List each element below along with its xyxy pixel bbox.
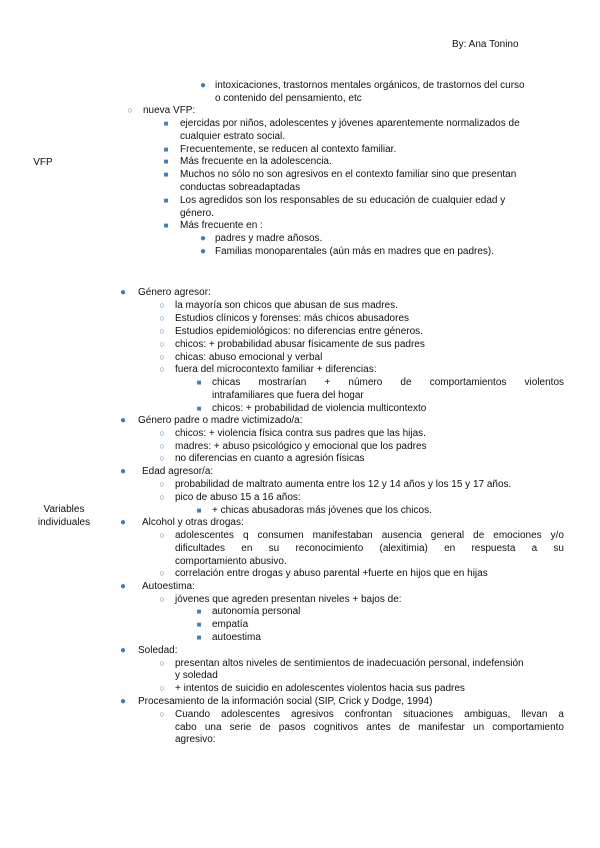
bullet-ring-icon: ○ [159,658,165,668]
genero-agresor-item-2: Estudios clínicos y forenses: más chicos abusadores [175,313,409,324]
bullet-dot-icon: ● [119,517,127,528]
bullet-dot-icon: ● [199,80,207,91]
genero-victima-item-3: no diferencias en cuanto a agresión físicas [175,453,365,464]
soledad-heading: Soledad: [138,645,178,656]
vfp-item-4-line-1: Muchos no sólo no son agresivos en el contexto familiar sino que presentan [180,169,517,180]
autoestima-item: jóvenes que agreden presentan niveles + bajos de: [175,594,402,605]
section-label-variables [18,503,110,529]
vfp-item-4-line-2: conductas sobreadaptadas [180,182,301,193]
section-label-line-1: Variables [43,504,85,515]
bullet-square-icon: ■ [196,506,202,515]
procesamiento-item-line-2: cabo una serie de pasos cognitivos antes de manifestar un comportamiento [175,722,564,733]
bullet-square-icon: ■ [163,145,169,154]
bullet-square-icon: ■ [163,221,169,230]
bullet-dot-icon: ● [199,233,207,244]
bullet-square-icon: ■ [196,620,202,629]
edad-item-1: probabilidad de maltrato aumenta entre los 12 y 14 años y los 15 y 17 años. [175,479,512,490]
genero-victima-item-2: madres: + abuso psicológico y emocional que los padres [175,441,427,452]
alcohol-item-2: correlación entre drogas y abuso parental +fuerte en hijos que en hijas [175,568,488,579]
genero-agresor-item-4: chicos: + probabilidad abusar físicamente de sus padres [175,339,425,350]
autoestima-heading: Autoestima: [142,581,195,592]
bullet-ring-icon: ○ [159,326,165,336]
bullet-square-icon: ■ [163,119,169,128]
bullet-ring-icon: ○ [159,453,165,463]
section-label-line-2: individuales [37,517,91,528]
vfp-item-1-line-1: ejercidas por niños, adolescentes y jóvenes aparentemente normalizados de [180,118,520,129]
bullet-ring-icon: ○ [159,352,165,362]
genero-agresor-item-6: fuera del microcontexto familiar + diferencias: [175,364,377,375]
bullet-ring-icon: ○ [159,709,165,719]
nueva-vfp-heading: nueva VFP: [143,105,196,116]
vfp-continuation-line-1: intoxicaciones, trastornos mentales orgánicos, de trastornos del curso [215,80,525,91]
bullet-ring-icon: ○ [159,594,165,604]
bullet-ring-icon: ○ [159,428,165,438]
bullet-dot-icon: ● [119,645,127,656]
edad-heading: Edad agresor/a: [142,466,214,477]
vfp-item-6: Más frecuente en : [180,220,263,231]
vfp-continuation-line-2: o contenido del pensamiento, etc [215,93,362,104]
bullet-ring-icon: ○ [159,441,165,451]
bullet-ring-icon: ○ [159,492,165,502]
procesamiento-item-line-3: agresivo: [175,734,216,745]
genero-victima-heading: Género padre o madre victimizado/a: [138,415,303,426]
vfp-item-3: Más frecuente en la adolescencia. [180,156,332,167]
bullet-dot-icon: ● [119,466,127,477]
bullet-square-icon: ■ [163,170,169,179]
bullet-ring-icon: ○ [159,479,165,489]
bullet-square-icon: ■ [163,157,169,166]
autoestima-sub-3: autoestima [212,632,261,643]
section-label-vfp: VFP [33,157,53,168]
genero-agresor-sub-a-line-1: chicas mostrarían + número de comportamientos violentos [212,377,564,388]
alcohol-item-1-line-2: dificultades en su reconocimiento (alexitimia) en respuesta a su [175,543,564,554]
soledad-item-1-line-1: presentan altos niveles de sentimientos de inadecuación personal, indefensión [175,658,524,669]
genero-agresor-item-1: la mayoría son chicos que abusan de sus madres. [175,300,398,311]
author-credit: By: Ana Tonino [452,39,519,50]
bullet-ring-icon: ○ [159,313,165,323]
vfp-sub-item-1: padres y madre añosos. [215,233,323,244]
bullet-square-icon: ■ [196,607,202,616]
bullet-ring-icon: ○ [159,530,165,540]
edad-sub-item: + chicas abusadoras más jóvenes que los chicos. [212,505,432,516]
bullet-square-icon: ■ [196,633,202,642]
bullet-square-icon: ■ [163,196,169,205]
bullet-ring-icon: ○ [159,339,165,349]
alcohol-heading: Alcohol y otras drogas: [142,517,244,528]
genero-agresor-item-3: Estudios epidemiológicos: no diferencias entre géneros. [175,326,423,337]
vfp-item-1-line-2: cualquier estrato social. [180,131,286,142]
bullet-dot-icon: ● [119,287,127,298]
bullet-dot-icon: ● [119,415,127,426]
alcohol-item-1-line-1: adolescentes q consumen manifestaban ausencia general de emociones y/o [175,530,564,541]
bullet-square-icon: ■ [196,378,202,387]
soledad-item-2: + intentos de suicidio en adolescentes violentos hacia sus padres [175,683,465,694]
vfp-item-2: Frecuentemente, se reducen al contexto familiar. [180,144,397,155]
autoestima-sub-1: autonomía personal [212,606,301,617]
genero-agresor-heading: Género agresor: [138,287,211,298]
soledad-item-1-line-2: y soledad [175,670,218,681]
bullet-ring-icon: ○ [159,300,165,310]
procesamiento-item-line-1: Cuando adolescentes agresivos confrontan situaciones ambiguas, llevan a [175,709,564,720]
vfp-item-5-line-1: Los agredidos son los responsables de su educación de cualquier edad y [180,195,506,206]
bullet-ring-icon: ○ [127,105,133,115]
autoestima-sub-2: empatía [212,619,249,630]
bullet-ring-icon: ○ [159,683,165,693]
bullet-square-icon: ■ [196,404,202,413]
bullet-dot-icon: ● [199,246,207,257]
genero-agresor-sub-a-line-2: intrafamiliares que fuera del hogar [212,390,364,401]
vfp-sub-item-2: Familias monoparentales (aún más en madres que en padres). [215,246,495,257]
alcohol-item-1-line-3: comportamiento abusivo. [175,556,287,567]
bullet-ring-icon: ○ [159,568,165,578]
bullet-dot-icon: ● [119,696,127,707]
genero-agresor-item-5: chicas: abuso emocional y verbal [175,352,323,363]
bullet-dot-icon: ● [119,581,127,592]
edad-item-2: pico de abuso 15 a 16 años: [175,492,301,503]
procesamiento-heading: Procesamiento de la información social (SIP, Crick y Dodge, 1994) [138,696,433,707]
bullet-ring-icon: ○ [159,364,165,374]
genero-agresor-sub-b: chicos: + probabilidad de violencia multicontexto [212,403,427,414]
vfp-item-5-line-2: género. [180,208,214,219]
genero-victima-item-1: chicos: + violencia física contra sus padres que las hijas. [175,428,426,439]
